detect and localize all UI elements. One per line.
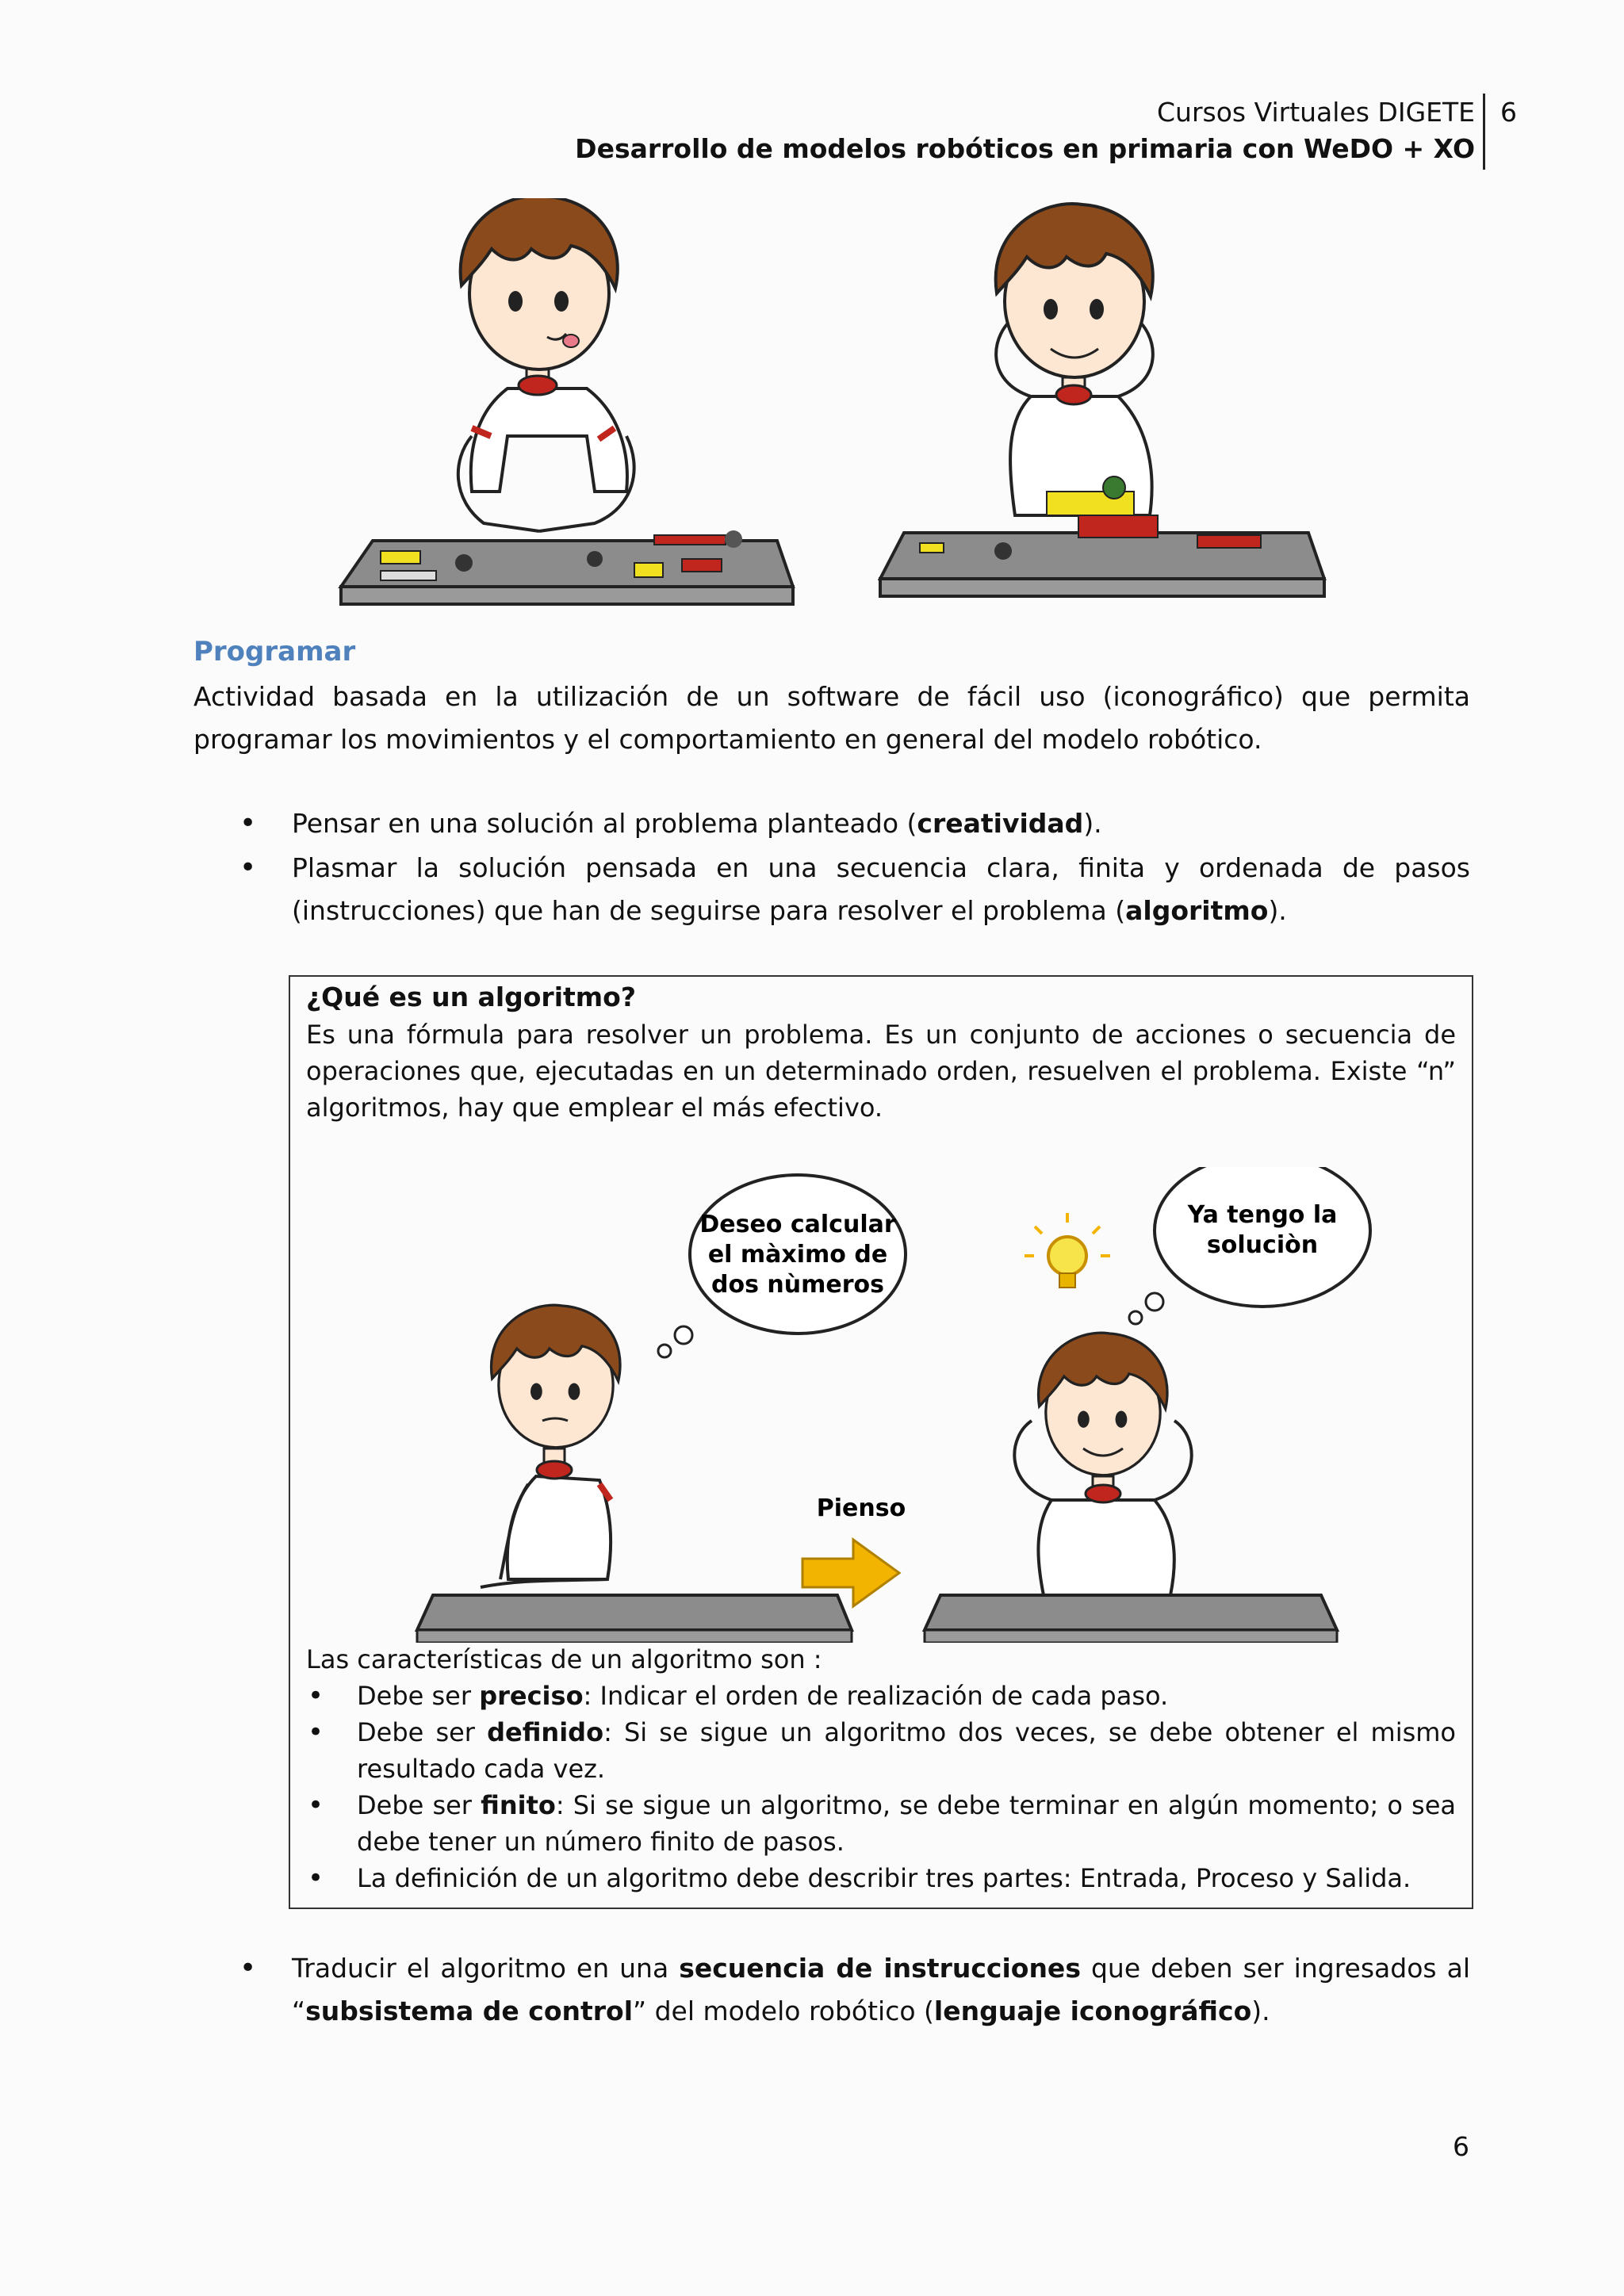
section-paragraph: Actividad basada en la utilización de un software de fácil uso (iconográfico) que permita programar los movimientos y el comportamiento en general del modelo robótico. (193, 681, 1470, 755)
list-item: • Debe ser preciso: Indicar el orden de realización de cada paso. (306, 1678, 1456, 1714)
lightbulb-icon (1025, 1213, 1110, 1288)
thought-bubble-right (1129, 1167, 1370, 1324)
thinking-kid-figure (481, 1305, 620, 1587)
thought-bubble-left (658, 1175, 906, 1357)
algorithm-info-box (289, 975, 1473, 1909)
kids-building-illustration (333, 198, 1340, 610)
list-item: • Traducir el algoritmo en una secuencia de instrucciones que deben ser ingresados al “subsistema de control” del modelo robótico (lenguaje iconográfico). (193, 1947, 1470, 2033)
bubble-left-line1: Deseo calcular (699, 1211, 896, 1238)
thinking-illustration (370, 1167, 1400, 1643)
bubble-right-line1: Ya tengo la (1187, 1201, 1338, 1229)
list-item: • Plasmar la solución pensada en una secuencia clara, finita y ordenada de pasos (instrucciones) que han de seguirse para resolver el problema (algoritmo). (193, 847, 1470, 932)
bubble-left-line2: el màximo de (707, 1241, 888, 1269)
characteristics-intro: Las características de un algoritmo son : (306, 1644, 822, 1674)
footer-page-number: 6 (1453, 2131, 1469, 2162)
characteristics-list (306, 1678, 1456, 1896)
list-item: • La definición de un algoritmo debe describir tres partes: Entrada, Proceso y Salida. (306, 1860, 1456, 1896)
bubble-right-line2: soluciòn (1206, 1231, 1319, 1259)
header-divider (1483, 94, 1485, 170)
header-page-number: 6 (1500, 97, 1517, 128)
header-document-title: Desarrollo de modelos robóticos en primaria con WeDO + XO (575, 133, 1475, 164)
list-item: • Debe ser definido: Si se sigue un algoritmo dos veces, se debe obtener el mismo resultado cada vez. (306, 1714, 1456, 1787)
happy-kid-figure (1014, 1333, 1191, 1595)
final-bullet-list (193, 1947, 1470, 2033)
left-kid-figure (458, 198, 634, 531)
header-course-name: Cursos Virtuales DIGETE (1157, 97, 1475, 128)
right-kid-figure (996, 204, 1153, 515)
section-title: Programar (193, 636, 356, 668)
box-paragraph: Es una fórmula para resolver un problema. Es un conjunto de acciones o secuencia de operaciones que, ejecutadas en un determinado orden, resuelven el problema. Existe “n” algoritmos, hay que emplear el más efectivo. (306, 1020, 1456, 1123)
arrow-label: Pienso (816, 1494, 906, 1522)
bubble-left-line3: dos nùmeros (711, 1271, 884, 1299)
main-bullet-list (193, 802, 1470, 934)
box-title: ¿Qué es un algoritmo? (306, 982, 636, 1012)
list-item: • Pensar en una solución al problema planteado (creatividad). (193, 802, 1470, 845)
list-item: • Debe ser finito: Si se sigue un algoritmo, se debe terminar en algún momento; o sea debe tener un número finito de pasos. (306, 1787, 1456, 1860)
